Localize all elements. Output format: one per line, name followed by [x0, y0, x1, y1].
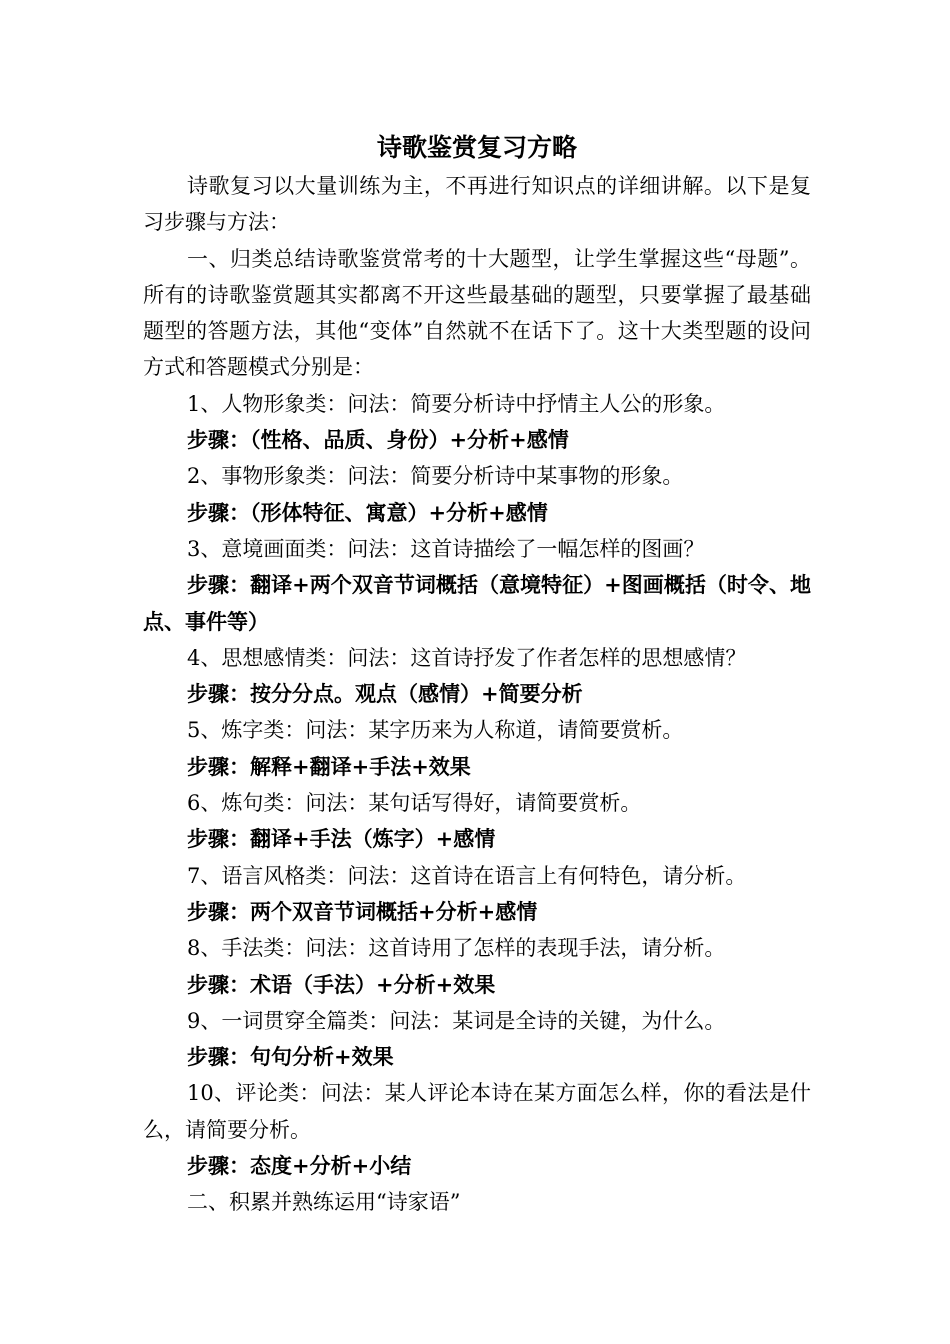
section-two-heading: 二、积累并熟练运用“诗家语” — [187, 1190, 461, 1215]
item-question-7: 7、语言风格类：问法：这首诗在语言上有何特色，请分析。 — [187, 863, 747, 888]
item-step-9: 步骤：句句分析+效果 — [187, 1044, 394, 1070]
item-step-4: 步骤：按分分点。观点（感情）+简要分析 — [187, 681, 583, 707]
item-question-1: 1、人物形象类：问法：简要分析诗中抒情主人公的形象。 — [187, 391, 726, 416]
item-step-3: 步骤：翻译+两个双音节词概括（意境特征）+图画概括（时令、地点、事件等） — [143, 572, 811, 634]
item-step-8: 步骤：术语（手法）+分析+效果 — [187, 971, 496, 997]
page-title: 诗歌鉴赏复习方略 — [376, 133, 577, 162]
item-question-9: 9、一词贯穿全篇类：问法：某词是全诗的关键，为什么。 — [187, 1008, 726, 1033]
item-question-5: 5、炼字类：问法：某字历来为人称道，请简要赏析。 — [187, 718, 684, 743]
item-question-4: 4、思想感情类：问法：这首诗抒发了作者怎样的思想感情？ — [187, 645, 747, 670]
item-step-2: 步骤：（形体特征、寓意）+分析+感情 — [187, 499, 548, 525]
section-one-paragraph: 一、归类总结诗歌鉴赏常考的十大题型，让学生掌握这些“母题”。所有的诗歌鉴赏题其实都离不开这些最基础的题型，只要掌握了最基础题型的答题方法，其他“变体”自然就不在话下了。这十大类型题的设问方式和答题模式分别是： — [143, 246, 811, 380]
item-step-10: 步骤：态度+分析+小结 — [187, 1153, 412, 1179]
item-question-2: 2、事物形象类：问法：简要分析诗中某事物的形象。 — [187, 464, 684, 489]
document-content — [143, 130, 811, 1221]
item-step-1: 步骤：（性格、品质、身份）+分析+感情 — [187, 427, 569, 453]
item-step-6: 步骤：翻译+手法（炼字）+感情 — [187, 826, 496, 852]
item-question-8: 8、手法类：问法：这首诗用了怎样的表现手法，请分析。 — [187, 936, 726, 961]
item-step-7: 步骤：两个双音节词概括+分析+感情 — [187, 898, 538, 924]
item-question-6: 6、炼句类：问法：某句话写得好，请简要赏析。 — [187, 791, 642, 816]
item-step-5: 步骤：解释+翻译+手法+效果 — [187, 753, 471, 779]
intro-paragraph: 诗歌复习以大量训练为主，不再进行知识点的详细讲解。以下是复习步骤与方法： — [143, 174, 811, 235]
item-question-3: 3、意境画面类：问法：这首诗描绘了一幅怎样的图画？ — [187, 536, 705, 561]
item-question-10: 10、评论类：问法：某人评论本诗在某方面怎么样，你的看法是什么，请简要分析。 — [143, 1081, 811, 1142]
